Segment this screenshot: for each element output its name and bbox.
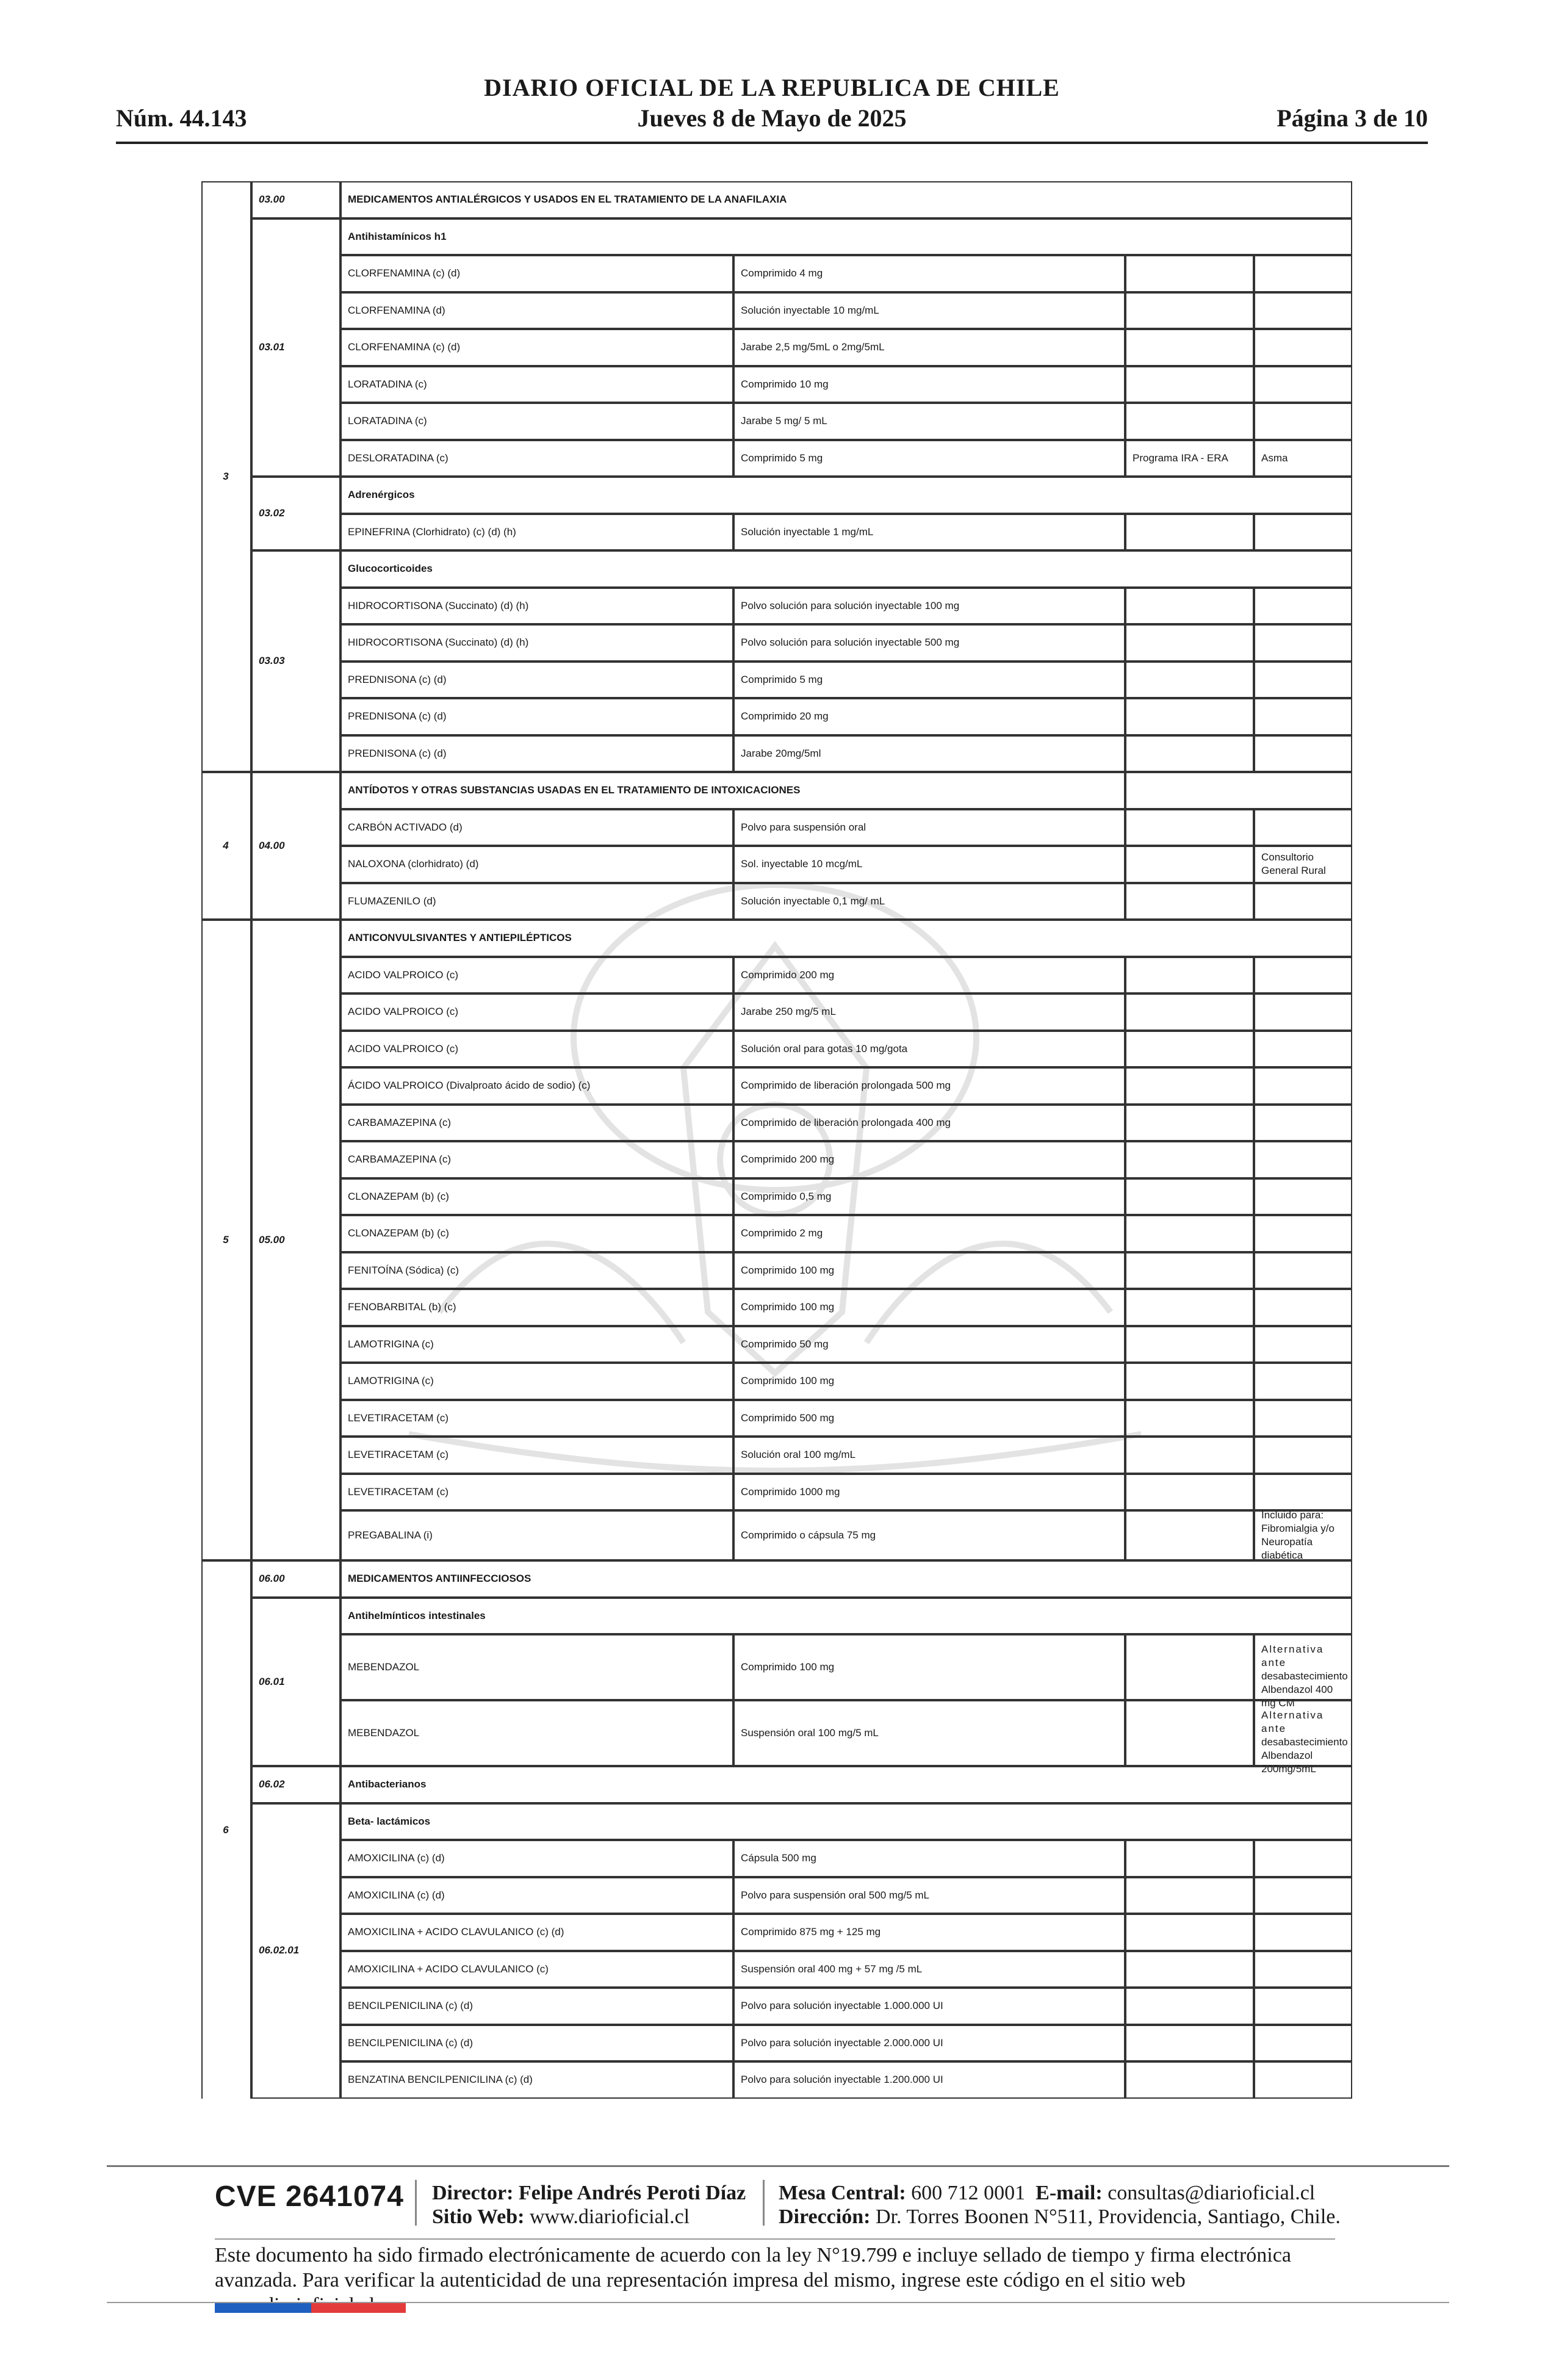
section-heading: Adrenérgicos — [340, 477, 1352, 514]
dosage-form: Polvo para suspensión oral 500 mg/5 mL — [733, 1877, 1125, 1914]
dosage-form: Polvo solución para solución inyectable 100 mg — [733, 588, 1125, 625]
note-cell — [1254, 1215, 1352, 1252]
drug-name: BENCILPENICILINA (c) (d) — [340, 2025, 733, 2062]
drug-name: CLORFENAMINA (d) — [340, 292, 733, 330]
program-cell — [1125, 1178, 1254, 1216]
address: Dr. Torres Boonen N°511, Providencia, Santiago, Chile. — [875, 2205, 1341, 2229]
web-link[interactable]: www.diarioficial.cl — [529, 2205, 690, 2229]
drug-name: CARBAMAZEPINA (c) — [340, 1141, 733, 1178]
program-cell — [1125, 588, 1254, 625]
drug-name: ACIDO VALPROICO (c) — [340, 957, 733, 994]
drug-name: CARBAMAZEPINA (c) — [340, 1105, 733, 1142]
program-cell — [1125, 662, 1254, 699]
subgroup-code: 06.00 — [251, 1560, 340, 1598]
drug-name: NALOXONA (clorhidrato) (d) — [340, 846, 733, 883]
footer-top-rule — [107, 2165, 1449, 2167]
drug-name: FENOBARBITAL (b) (c) — [340, 1289, 733, 1326]
note-cell — [1254, 809, 1352, 846]
note-cell — [1254, 1914, 1352, 1951]
note-cell — [1254, 1400, 1352, 1437]
dosage-form: Comprimido 875 mg + 125 mg — [733, 1914, 1125, 1951]
drug-name: BENCILPENICILINA (c) (d) — [340, 1988, 733, 2025]
table-left-rule — [201, 181, 203, 2099]
dosage-form: Comprimido 100 mg — [733, 1363, 1125, 1400]
note-cell: Asma — [1254, 440, 1352, 477]
program-cell — [1125, 1141, 1254, 1178]
drug-name: AMOXICILINA + ACIDO CLAVULANICO (c) — [340, 1951, 733, 1988]
drug-name: FENITOÍNA (Sódica) (c) — [340, 1252, 733, 1289]
note-cell — [1254, 292, 1352, 330]
dosage-form: Solución inyectable 1 mg/mL — [733, 514, 1125, 551]
brand-bar-blue — [215, 2303, 311, 2313]
dosage-form: Cápsula 500 mg — [733, 1840, 1125, 1877]
medicines-table — [201, 181, 1352, 2100]
note-cell — [1254, 1634, 1352, 1709]
dosage-form: Polvo para solución inyectable 2.000.000 UI — [733, 2025, 1125, 2062]
web-label: Sitio Web: — [432, 2205, 525, 2229]
email-link[interactable]: consultas@diarioficial.cl — [1108, 2182, 1316, 2204]
program-cell — [1125, 1363, 1254, 1400]
subgroup-code: 03.02 — [251, 477, 340, 550]
drug-name: BENZATINA BENCILPENICILINA (c) (d) — [340, 2061, 733, 2099]
drug-name: LORATADINA (c) — [340, 366, 733, 403]
dosage-form: Comprimido 50 mg — [733, 1326, 1125, 1363]
footer-separator — [415, 2180, 417, 2226]
address-label: Dirección: — [779, 2205, 871, 2229]
section-heading: MEDICAMENTOS ANTIALÉRGICOS Y USADOS EN EL TRATAMIENTO DE LA ANAFILAXIA — [340, 181, 1352, 218]
footer-contact-block — [779, 2181, 1341, 2229]
dosage-form: Comprimido 10 mg — [733, 366, 1125, 403]
dosage-form: Comprimido 20 mg — [733, 698, 1125, 735]
section-heading: ANTÍDOTOS Y OTRAS SUBSTANCIAS USADAS EN EL TRATAMIENTO DE INTOXICACIONES — [340, 772, 1125, 809]
program-cell — [1125, 1031, 1254, 1068]
group-number: 5 — [201, 920, 251, 1560]
dosage-form: Solución inyectable 0,1 mg/ mL — [733, 883, 1125, 920]
footer-mid-rule — [215, 2238, 1335, 2240]
director-name: Felipe Andrés Peroti Díaz — [518, 2182, 746, 2204]
drug-name: MEBENDAZOL — [340, 1700, 733, 1766]
program-cell — [1125, 1252, 1254, 1289]
drug-name: PREDNISONA (c) (d) — [340, 735, 733, 773]
note-cell — [1254, 1289, 1352, 1326]
note-cell — [1254, 1951, 1352, 1988]
dosage-form: Comprimido o cápsula 75 mg — [733, 1510, 1125, 1560]
note-cell — [1254, 366, 1352, 403]
newspaper-title: DIARIO OFICIAL DE LA REPUBLICA DE CHILE — [484, 74, 1060, 101]
section-heading: MEDICAMENTOS ANTIINFECCIOSOS — [340, 1560, 1352, 1598]
note-cell — [1254, 957, 1352, 994]
program-cell — [1125, 1510, 1254, 1560]
drug-name: EPINEFRINA (Clorhidrato) (c) (d) (h) — [340, 514, 733, 551]
mesa-phone: 600 712 0001 — [911, 2182, 1026, 2204]
note-cell — [1254, 329, 1352, 366]
drug-name: PREDNISONA (c) (d) — [340, 662, 733, 699]
program-cell — [1125, 809, 1254, 846]
note-cell: Consultorio General Rural — [1254, 846, 1352, 883]
program-cell — [1125, 1634, 1254, 1700]
drug-name: CLONAZEPAM (b) (c) — [340, 1215, 733, 1252]
note-cell — [1254, 1840, 1352, 1877]
brand-bar-red — [311, 2303, 406, 2313]
note-cell — [1254, 1437, 1352, 1474]
note-cell — [1254, 2061, 1352, 2099]
dosage-form: Comprimido 100 mg — [733, 1252, 1125, 1289]
program-cell — [1125, 957, 1254, 994]
drug-name: CLORFENAMINA (c) (d) — [340, 255, 733, 292]
program-cell — [1125, 1877, 1254, 1914]
program-cell — [1125, 1400, 1254, 1437]
subgroup-code: 06.01 — [251, 1598, 340, 1767]
dosage-form: Polvo para solución inyectable 1.200.000 UI — [733, 2061, 1125, 2099]
note-cell — [1254, 1105, 1352, 1142]
drug-name: LORATADINA (c) — [340, 403, 733, 440]
page-header — [116, 73, 1428, 146]
note-cell — [1254, 1363, 1352, 1400]
program-cell — [1125, 1840, 1254, 1877]
dosage-form: Comprimido 200 mg — [733, 957, 1125, 994]
program-cell — [1125, 1951, 1254, 1988]
program-cell — [1125, 366, 1254, 403]
dosage-form: Solución oral 100 mg/mL — [733, 1437, 1125, 1474]
drug-name: PREGABALINA (i) — [340, 1510, 733, 1560]
program-cell — [1125, 2061, 1254, 2099]
note-cell — [1254, 735, 1352, 773]
program-cell — [1125, 1988, 1254, 2025]
dosage-form: Jarabe 20mg/5ml — [733, 735, 1125, 773]
drug-name: ACIDO VALPROICO (c) — [340, 993, 733, 1031]
drug-name: FLUMAZENILO (d) — [340, 883, 733, 920]
group-number: 6 — [201, 1560, 251, 2099]
drug-name: LAMOTRIGINA (c) — [340, 1326, 733, 1363]
section-heading: Antibacterianos — [340, 1766, 1352, 1803]
legal-notice: Este documento ha sido firmado electrónicamente de acuerdo con la ley N°19.799 e incluye sellado de tiempo y firma electrónica avanzada. Para verificar la autenticidad de una representación impresa del mismo, ingrese este código en el sitio web — [215, 2244, 1291, 2292]
subgroup-code: 03.00 — [251, 181, 340, 218]
subgroup-code: 03.01 — [251, 218, 340, 477]
note-cell — [1254, 1988, 1352, 2025]
program-cell — [1125, 1914, 1254, 1951]
note-line: Alternativa ante — [1261, 1709, 1324, 1735]
group-number: 3 — [201, 181, 251, 772]
dosage-form: Suspensión oral 400 mg + 57 mg /5 mL — [733, 1951, 1125, 1988]
note-cell — [1254, 588, 1352, 625]
dosage-form: Jarabe 250 mg/5 mL — [733, 993, 1125, 1031]
note-line: desabastecimiento Albendazol 200mg/5mL — [1261, 1736, 1348, 1775]
section-heading: ANTICONVULSIVANTES Y ANTIEPILÉPTICOS — [340, 920, 1352, 957]
drug-name: MEBENDAZOL — [340, 1634, 733, 1700]
issue-date: Jueves 8 de Mayo de 2025 — [637, 104, 907, 132]
dosage-form: Sol. inyectable 10 mcg/mL — [733, 846, 1125, 883]
program-cell — [1125, 255, 1254, 292]
dosage-form: Comprimido 2 mg — [733, 1215, 1125, 1252]
dosage-form: Polvo para solución inyectable 1.000.000 UI — [733, 1988, 1125, 2025]
note-cell: Incluido para: Fibromialgia y/o Neuropatía diabética — [1254, 1510, 1352, 1560]
program-cell — [1125, 1215, 1254, 1252]
note-cell — [1254, 1326, 1352, 1363]
group-number: 4 — [201, 772, 251, 920]
dosage-form: Comprimido 100 mg — [733, 1634, 1125, 1700]
drug-name: ÁCIDO VALPROICO (Divalproato ácido de sodio) (c) — [340, 1067, 733, 1105]
note-cell — [1254, 1474, 1352, 1511]
dosage-form: Suspensión oral 100 mg/5 mL — [733, 1700, 1125, 1766]
mesa-label: Mesa Central: — [779, 2182, 906, 2204]
program-cell — [1125, 846, 1254, 883]
note-cell — [1254, 2025, 1352, 2062]
note-cell — [1254, 1700, 1352, 1775]
note-cell — [1254, 514, 1352, 551]
drug-name: HIDROCORTISONA (Succinato) (d) (h) — [340, 624, 733, 662]
dosage-form: Comprimido 5 mg — [733, 440, 1125, 477]
note-cell — [1254, 662, 1352, 699]
note-cell — [1254, 255, 1352, 292]
section-heading: Antihistamínicos h1 — [340, 218, 1352, 256]
dosage-form: Comprimido 1000 mg — [733, 1474, 1125, 1511]
subgroup-code: 03.03 — [251, 550, 340, 772]
program-cell — [1125, 1289, 1254, 1326]
program-cell — [1125, 735, 1254, 773]
note-cell — [1254, 1877, 1352, 1914]
drug-name: LEVETIRACETAM (c) — [340, 1400, 733, 1437]
note-line: desabastecimiento Albendazol 400 mg CM — [1261, 1670, 1348, 1709]
note-cell — [1254, 403, 1352, 440]
drug-name: HIDROCORTISONA (Succinato) (d) (h) — [340, 588, 733, 625]
drug-name: CARBÓN ACTIVADO (d) — [340, 809, 733, 846]
dosage-form: Comprimido 100 mg — [733, 1289, 1125, 1326]
program-cell — [1125, 1437, 1254, 1474]
program-cell — [1125, 2025, 1254, 2062]
note-cell — [1254, 624, 1352, 662]
email-label: E-mail: — [1036, 2182, 1103, 2204]
drug-name: AMOXICILINA (c) (d) — [340, 1877, 733, 1914]
dosage-form: Comprimido de liberación prolongada 400 mg — [733, 1105, 1125, 1142]
dosage-form: Jarabe 5 mg/ 5 mL — [733, 403, 1125, 440]
drug-name: LEVETIRACETAM (c) — [340, 1437, 733, 1474]
dosage-form: Jarabe 2,5 mg/5mL o 2mg/5mL — [733, 329, 1125, 366]
dosage-form: Polvo para suspensión oral — [733, 809, 1125, 846]
drug-name: AMOXICILINA + ACIDO CLAVULANICO (c) (d) — [340, 1914, 733, 1951]
drug-name: CLONAZEPAM (b) (c) — [340, 1178, 733, 1216]
header-rule — [116, 142, 1428, 144]
cve-code: CVE 2641074 — [215, 2180, 404, 2213]
program-cell — [1125, 514, 1254, 551]
note-line: Alternativa ante — [1261, 1643, 1324, 1669]
dosage-form: Solución oral para gotas 10 mg/gota — [733, 1031, 1125, 1068]
issue-number: Núm. 44.143 — [116, 104, 247, 132]
note-cell — [1254, 993, 1352, 1031]
drug-name: PREDNISONA (c) (d) — [340, 698, 733, 735]
footer-separator — [763, 2180, 765, 2226]
program-cell — [1125, 993, 1254, 1031]
director-label: Director: — [432, 2182, 514, 2204]
note-cell — [1254, 1252, 1352, 1289]
note-cell — [1254, 698, 1352, 735]
note-cell — [1254, 1067, 1352, 1105]
empty-cell — [1125, 772, 1352, 809]
program-cell — [1125, 292, 1254, 330]
program-cell — [1125, 698, 1254, 735]
dosage-form: Solución inyectable 10 mg/mL — [733, 292, 1125, 330]
program-cell — [1125, 1067, 1254, 1105]
section-heading: Antihelmínticos intestinales — [340, 1598, 1352, 1635]
dosage-form: Comprimido 5 mg — [733, 662, 1125, 699]
dosage-form: Comprimido 200 mg — [733, 1141, 1125, 1178]
program-cell — [1125, 1105, 1254, 1142]
dosage-form: Polvo solución para solución inyectable 500 mg — [733, 624, 1125, 662]
note-cell — [1254, 1141, 1352, 1178]
page-number: Página 3 de 10 — [1277, 104, 1428, 132]
drug-name: AMOXICILINA (c) (d) — [340, 1840, 733, 1877]
program-cell — [1125, 1474, 1254, 1511]
program-cell: Programa IRA - ERA — [1125, 440, 1254, 477]
drug-name: CLORFENAMINA (c) (d) — [340, 329, 733, 366]
section-heading: Glucocorticoides — [340, 550, 1352, 588]
subgroup-code: 06.02.01 — [251, 1803, 340, 2099]
dosage-form: Comprimido 0,5 mg — [733, 1178, 1125, 1216]
drug-name: LAMOTRIGINA (c) — [340, 1363, 733, 1400]
dosage-form: Comprimido 500 mg — [733, 1400, 1125, 1437]
drug-name: LEVETIRACETAM (c) — [340, 1474, 733, 1511]
section-heading: Beta- lactámicos — [340, 1803, 1352, 1841]
drug-name: DESLORATADINA (c) — [340, 440, 733, 477]
program-cell — [1125, 329, 1254, 366]
note-cell — [1254, 1031, 1352, 1068]
program-cell — [1125, 1326, 1254, 1363]
footer-director-block — [432, 2181, 746, 2229]
drug-name: ACIDO VALPROICO (c) — [340, 1031, 733, 1068]
note-cell — [1254, 883, 1352, 920]
subgroup-code: 04.00 — [251, 772, 340, 920]
dosage-form: Comprimido 4 mg — [733, 255, 1125, 292]
program-cell — [1125, 1700, 1254, 1766]
subgroup-code: 06.02 — [251, 1766, 340, 1803]
program-cell — [1125, 883, 1254, 920]
dosage-form: Comprimido de liberación prolongada 500 mg — [733, 1067, 1125, 1105]
subgroup-code: 05.00 — [251, 920, 340, 1560]
note-cell — [1254, 1178, 1352, 1216]
program-cell — [1125, 403, 1254, 440]
program-cell — [1125, 624, 1254, 662]
